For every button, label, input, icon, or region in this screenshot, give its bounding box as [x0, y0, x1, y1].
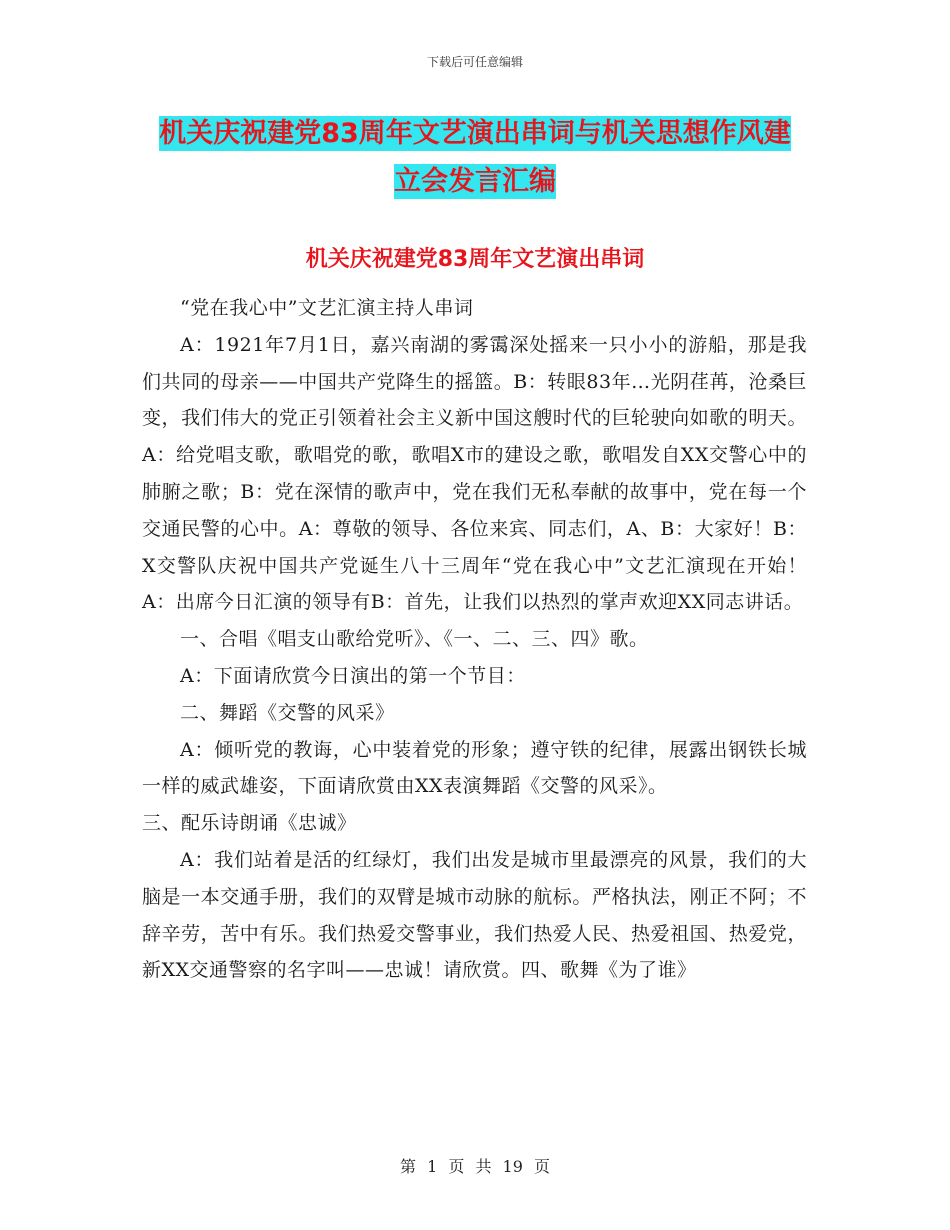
document-body — [142, 290, 807, 989]
header-note: 下载后可任意编辑 — [426, 55, 523, 69]
paragraph: “党在我心中”文艺汇演主持人串词 — [180, 297, 474, 319]
paragraph: 一、合唱《唱支山歌给党听》、《一、二、三、四》歌。 — [180, 628, 649, 651]
paragraph: A：倾听党的教诲，心中装着党的形象；遵守铁的纪律，展露出钢铁长城一样的威武雄姿，下面请欣赏由XX表演舞蹈《交警的风采》。 — [142, 738, 807, 798]
section-title: 机关庆祝建党83周年文艺演出串词 — [305, 247, 645, 272]
paragraph: 二、舞蹈《交警的风采》 — [180, 701, 395, 724]
paragraph: A：我们站着是活的红绿灯，我们出发是城市里最漂亮的风景，我们的大脑是一本交通手册，我们的双臂是城市动脉的航标。严格执法，刚正不阿；不辞辛劳，苦中有乐。我们热爱交警事业，我们热爱人民、热爱祖国、热爱党，新XX交通警察的名字叫——忠诚！请欣赏。四、歌舞《为了谁》 — [142, 848, 807, 982]
title-line-2: 立会发言汇编 — [394, 166, 556, 197]
document-title — [60, 110, 890, 206]
paragraph: 三、配乐诗朗诵《忠诚》 — [142, 812, 357, 835]
paragraph: A：1921年7月1日，嘉兴南湖的雾霭深处摇来一只小小的游船，那是我们共同的母亲——中国共产党降生的摇篮。B：转眼83年…光阴荏苒，沧桑巨变，我们伟大的党正引领着社会主义新中国这艘时代的巨轮驶向如歌的明天。A：给党唱支歌，歌唱党的歌，歌唱X市的建设之歌，歌唱发自XX交警心中的肺腑之歌；B：党在深情的歌声中，党在我们无私奉献的故事中，党在每一个交通民警的心中。A：尊敬的领导、各位来宾、同志们，A、B：大家好！B：X交警队庆祝中国共产党诞生八十三周年“党在我心中”文艺汇演现在开始！A：出席今日汇演的领导有B：首先，让我们以热烈的掌声欢迎XX同志讲话。 — [142, 333, 807, 614]
page-number: 第 1 页 共 19 页 — [400, 1157, 550, 1176]
title-line-1: 机关庆祝建党83周年文艺演出串词与机关思想作风建 — [159, 118, 791, 149]
paragraph: A：下面请欣赏今日演出的第一个节目： — [180, 664, 526, 687]
